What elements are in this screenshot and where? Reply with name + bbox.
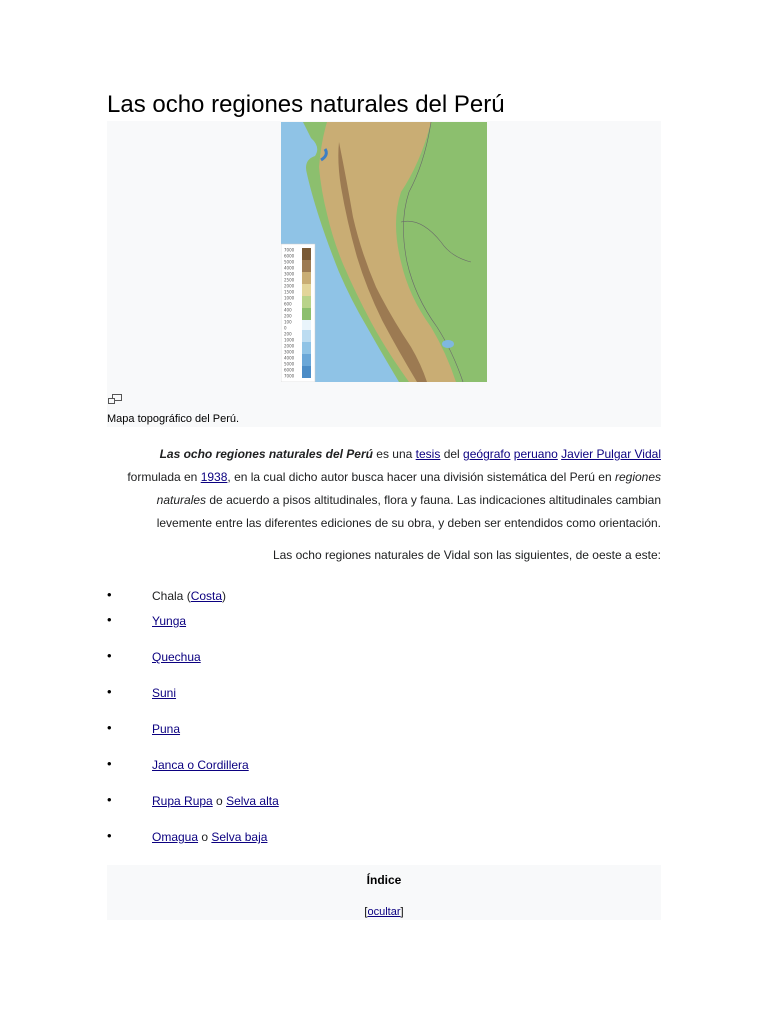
legend-tick-label: 5000 — [284, 259, 295, 265]
link-peruano[interactable]: peruano — [513, 447, 558, 461]
legend-tick-label: 1500 — [284, 289, 295, 295]
link-suni[interactable]: Suni — [152, 686, 177, 700]
lake-titicaca — [442, 340, 454, 348]
list-item: • Rupa Rupa o Selva alta — [107, 792, 279, 808]
legend-tick-label: 2000 — [284, 343, 295, 349]
toc-toggle: [ocultar] — [364, 906, 404, 918]
link-rupa-rupa[interactable]: Rupa Rupa — [152, 794, 213, 808]
legend-tick-label: 3000 — [284, 349, 295, 355]
list-item — [107, 645, 661, 681]
legend-tick-label: 5000 — [284, 361, 295, 367]
figure-caption: Mapa topográfico del Perú. — [107, 413, 240, 425]
bullet-icon: • — [107, 612, 112, 627]
bullet-icon: • — [107, 828, 112, 843]
list-item — [107, 753, 661, 789]
lead-sentence: Las ocho regiones naturales de Vidal son las siguientes, de oeste a este: — [272, 548, 661, 562]
legend-tick-label: 1000 — [284, 295, 295, 301]
table-of-contents — [107, 865, 661, 920]
legend-tick-label: 3000 — [284, 271, 295, 277]
bullet-icon: • — [107, 684, 112, 699]
legend-tick-label: 7000 — [284, 247, 295, 253]
article-term: Las ocho regiones naturales del Perú — [159, 447, 373, 461]
legend-tick-label: 400 — [284, 307, 292, 313]
list-item: • Chala (Costa) — [107, 587, 227, 603]
link-omagua[interactable]: Omagua — [152, 830, 199, 844]
legend-tick-label: 2000 — [284, 283, 295, 289]
bullet-icon: • — [107, 648, 112, 663]
link-quechua[interactable]: Quechua — [152, 650, 201, 664]
legend-tick-label: 0 — [284, 325, 287, 331]
link-javier-pulgar-vidal[interactable]: Javier Pulgar Vidal — [561, 447, 661, 461]
bullet-icon: • — [107, 720, 112, 735]
toc-title: Índice — [366, 873, 402, 887]
legend-tick-label: 600 — [284, 301, 292, 307]
list-item: • Omagua o Selva baja — [107, 828, 268, 844]
legend-tick-label: 100 — [284, 319, 292, 325]
legend-tick-label: 7000 — [284, 373, 295, 379]
map-figure — [107, 121, 661, 427]
link-1938[interactable]: 1938 — [200, 470, 228, 484]
legend-tick-label: 200 — [284, 313, 292, 319]
legend-tick-label: 6000 — [284, 367, 295, 373]
legend-tick-label: 200 — [284, 331, 292, 337]
toc-hide-link[interactable]: ocultar — [367, 906, 401, 918]
regions-list — [107, 584, 661, 861]
legend-tick-label: 6000 — [284, 253, 295, 259]
link-janca[interactable]: Janca o Cordillera — [152, 758, 249, 772]
legend-tick-label: 4000 — [284, 355, 295, 361]
list-item — [107, 717, 661, 753]
page-title: Las ocho regiones naturales del Perú — [107, 88, 661, 123]
regiones-naturales-em: regiones naturales — [156, 470, 661, 507]
bullet-icon: • — [107, 587, 112, 602]
link-selva-alta[interactable]: Selva alta — [226, 794, 279, 808]
list-item — [107, 609, 661, 645]
link-tesis[interactable]: tesis — [415, 447, 441, 461]
link-selva-baja[interactable]: Selva baja — [211, 830, 268, 844]
link-puna[interactable]: Puna — [152, 722, 181, 736]
peru-topographic-map — [281, 122, 487, 382]
link-costa[interactable]: Costa — [190, 589, 223, 603]
link-geografo[interactable]: geógrafo — [463, 447, 511, 461]
bullet-icon: • — [107, 756, 112, 771]
enlarge-icon[interactable] — [108, 394, 122, 404]
topographic-map-image[interactable] — [281, 122, 487, 382]
intro-paragraph: Las ocho regiones naturales del Perú es una tesis del geógrafo peruano Javier Pulgar Vidal formulada en 1938, en la cual dicho autor busca hacer una división sistemática del Perú en regiones naturales de acuerdo a pisos altitudinales, flora y fauna. Las indicaciones altitudinales cambian levemente entre las diferentes ediciones de su obra, y deben ser entendidos como orientación. — [127, 447, 661, 530]
list-item — [107, 681, 661, 717]
link-yunga[interactable]: Yunga — [152, 614, 187, 628]
bullet-icon: • — [107, 792, 112, 807]
legend-tick-label: 1000 — [284, 337, 295, 343]
legend-tick-label: 4000 — [284, 265, 295, 271]
legend-tick-label: 2500 — [284, 277, 295, 283]
